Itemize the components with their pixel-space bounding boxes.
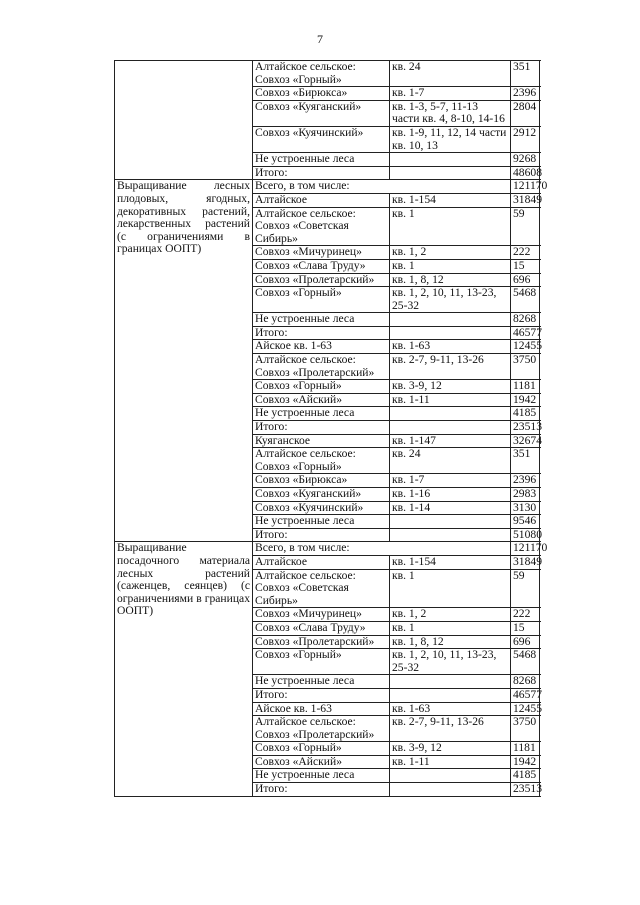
area-value: 121170 [511, 542, 540, 556]
area-value: 46577 [511, 326, 540, 340]
forest-unit-name: Не устроенные леса [253, 153, 390, 167]
area-value: 23513 [511, 783, 540, 797]
quarter-numbers [390, 688, 511, 702]
forest-unit-name: Совхоз «Айский» [253, 755, 390, 769]
quarter-numbers: кв. 1-11 [390, 755, 511, 769]
quarter-numbers: кв. 1-63 [390, 702, 511, 716]
area-value: 8268 [511, 313, 540, 327]
area-value: 9546 [511, 515, 540, 529]
forest-unit-name: Айское кв. 1-63 [253, 702, 390, 716]
area-value: 351 [511, 61, 540, 87]
forest-unit-name: Совхоз «Пролетарский» [253, 273, 390, 287]
quarter-numbers: кв. 1 [390, 569, 511, 608]
forest-unit-name: Алтайское [253, 555, 390, 569]
area-value: 696 [511, 273, 540, 287]
forest-unit-name: Совхоз «Бирюкса» [253, 87, 390, 101]
quarter-numbers [390, 528, 511, 542]
area-value: 59 [511, 569, 540, 608]
area-value: 12455 [511, 702, 540, 716]
area-value: 4185 [511, 407, 540, 421]
forest-unit-name: Итого: [253, 166, 390, 180]
forest-unit-name: Совхоз «Куячинский» [253, 501, 390, 515]
quarter-numbers: кв. 1, 8, 12 [390, 273, 511, 287]
area-value: 3750 [511, 716, 540, 742]
area-value: 2912 [511, 126, 540, 152]
quarter-numbers [390, 313, 511, 327]
quarter-numbers: кв. 1, 2 [390, 608, 511, 622]
table-row [115, 180, 540, 194]
area-value: 23513 [511, 421, 540, 435]
area-value: 696 [511, 635, 540, 649]
area-value: 5468 [511, 287, 540, 313]
area-value: 1181 [511, 380, 540, 394]
quarter-numbers [390, 166, 511, 180]
quarter-numbers: кв. 1-63 [390, 340, 511, 354]
quarter-numbers: кв. 1-9, 11, 12, 14 части кв. 10, 13 [390, 126, 511, 152]
quarter-numbers: кв. 1-7 [390, 87, 511, 101]
forest-unit-name: Алтайское сельское: Совхоз «Советская Сибирь» [253, 569, 390, 608]
forest-unit-name: Алтайское сельское: Совхоз «Пролетарский» [253, 716, 390, 742]
forest-use-table [114, 60, 548, 797]
quarter-numbers: кв. 1-147 [390, 434, 511, 448]
area-value: 2396 [511, 87, 540, 101]
quarter-numbers: кв. 1-154 [390, 555, 511, 569]
quarter-numbers [390, 326, 511, 340]
forest-unit-name: Алтайское сельское: Совхоз «Пролетарский» [253, 354, 390, 380]
forest-unit-name: Совхоз «Айский» [253, 393, 390, 407]
quarter-numbers [390, 675, 511, 689]
area-value: 59 [511, 207, 540, 246]
category-cell: Выращивание посадочного материала лесных растений (саженцев, сеянцев) (с ограничениями в границах ООПТ) [115, 542, 253, 796]
quarter-numbers: кв. 1, 8, 12 [390, 635, 511, 649]
quarter-numbers: кв. 2-7, 9-11, 13-26 [390, 716, 511, 742]
area-value: 48608 [511, 166, 540, 180]
quarter-numbers [390, 769, 511, 783]
area-value: 1942 [511, 755, 540, 769]
area-value: 31849 [511, 193, 540, 207]
area-value: 2983 [511, 488, 540, 502]
forest-unit-name: Совхоз «Куяганский» [253, 100, 390, 126]
forest-unit-name: Айское кв. 1-63 [253, 340, 390, 354]
quarter-numbers: кв. 1 [390, 621, 511, 635]
forest-unit-name: Совхоз «Горный» [253, 649, 390, 675]
forest-unit-name: Куяганское [253, 434, 390, 448]
forest-unit-name: Алтайское сельское: Совхоз «Советская Сибирь» [253, 207, 390, 246]
quarter-numbers: кв. 2-7, 9-11, 13-26 [390, 354, 511, 380]
quarter-numbers: кв. 1, 2, 10, 11, 13-23, 25-32 [390, 287, 511, 313]
area-value: 1942 [511, 393, 540, 407]
forest-unit-name: Совхоз «Горный» [253, 380, 390, 394]
area-value: 1181 [511, 742, 540, 756]
quarter-numbers [390, 783, 511, 797]
forest-unit-name: Итого: [253, 783, 390, 797]
area-value: 2396 [511, 474, 540, 488]
area-value: 121170 [511, 180, 540, 194]
area-value: 46577 [511, 688, 540, 702]
area-value: 351 [511, 448, 540, 474]
category-cell [115, 61, 253, 180]
forest-unit-name: Совхоз «Пролетарский» [253, 635, 390, 649]
forest-unit-name: Не устроенные леса [253, 675, 390, 689]
forest-unit-name: Совхоз «Мичуринец» [253, 608, 390, 622]
category-cell: Выращивание лесных плодовых, ягодных, декоративных растений, лекарственных растений (с ограничениями в границах ООПТ) [115, 180, 253, 542]
forest-unit-name: Совхоз «Слава Труду» [253, 621, 390, 635]
forest-unit-name: Совхоз «Куячинский» [253, 126, 390, 152]
forest-unit-name: Алтайское сельское: Совхоз «Горный» [253, 61, 390, 87]
forest-unit-name: Итого: [253, 421, 390, 435]
quarter-numbers: кв. 1-14 [390, 501, 511, 515]
area-value: 4185 [511, 769, 540, 783]
quarter-numbers: кв. 1-7 [390, 474, 511, 488]
forest-unit-name: Алтайское [253, 193, 390, 207]
forest-unit-name: Совхоз «Слава Труду» [253, 259, 390, 273]
forest-unit-name: Совхоз «Бирюкса» [253, 474, 390, 488]
quarter-numbers [390, 153, 511, 167]
quarter-numbers: кв. 1 [390, 259, 511, 273]
area-value: 8268 [511, 675, 540, 689]
area-value: 5468 [511, 649, 540, 675]
forest-unit-name: Не устроенные леса [253, 515, 390, 529]
quarter-numbers: кв. 24 [390, 61, 511, 87]
area-value: 3750 [511, 354, 540, 380]
quarter-numbers: кв. 1-3, 5-7, 11-13 части кв. 4, 8-10, 14-16 [390, 100, 511, 126]
forest-unit-name: Совхоз «Мичуринец» [253, 246, 390, 260]
area-value: 3130 [511, 501, 540, 515]
area-value: 31849 [511, 555, 540, 569]
forest-unit-name: Всего, в том числе: [253, 542, 511, 556]
quarter-numbers: кв. 1-16 [390, 488, 511, 502]
forest-unit-name: Совхоз «Горный» [253, 287, 390, 313]
quarter-numbers: кв. 1-154 [390, 193, 511, 207]
forest-unit-name: Итого: [253, 326, 390, 340]
area-value: 2804 [511, 100, 540, 126]
forest-unit-name: Не устроенные леса [253, 769, 390, 783]
area-value: 32674 [511, 434, 540, 448]
area-value: 51080 [511, 528, 540, 542]
area-value: 9268 [511, 153, 540, 167]
page-number: 7 [317, 32, 323, 46]
table-row [115, 61, 540, 87]
quarter-numbers [390, 515, 511, 529]
forest-unit-name: Не устроенные леса [253, 313, 390, 327]
area-value: 12455 [511, 340, 540, 354]
forest-unit-name: Совхоз «Куяганский» [253, 488, 390, 502]
area-value: 222 [511, 246, 540, 260]
quarter-numbers [390, 407, 511, 421]
forest-unit-name: Совхоз «Горный» [253, 742, 390, 756]
quarter-numbers: кв. 1, 2, 10, 11, 13-23, 25-32 [390, 649, 511, 675]
forest-unit-name: Алтайское сельское: Совхоз «Горный» [253, 448, 390, 474]
quarter-numbers [390, 421, 511, 435]
table-row [115, 542, 540, 556]
area-value: 15 [511, 621, 540, 635]
forest-unit-name: Всего, в том числе: [253, 180, 511, 194]
quarter-numbers: кв. 1, 2 [390, 246, 511, 260]
quarter-numbers: кв. 3-9, 12 [390, 742, 511, 756]
quarter-numbers: кв. 3-9, 12 [390, 380, 511, 394]
quarter-numbers: кв. 1 [390, 207, 511, 246]
area-value: 222 [511, 608, 540, 622]
quarter-numbers: кв. 24 [390, 448, 511, 474]
forest-unit-name: Итого: [253, 688, 390, 702]
quarter-numbers: кв. 1-11 [390, 393, 511, 407]
forest-unit-name: Не устроенные леса [253, 407, 390, 421]
area-value: 15 [511, 259, 540, 273]
forest-unit-name: Итого: [253, 528, 390, 542]
